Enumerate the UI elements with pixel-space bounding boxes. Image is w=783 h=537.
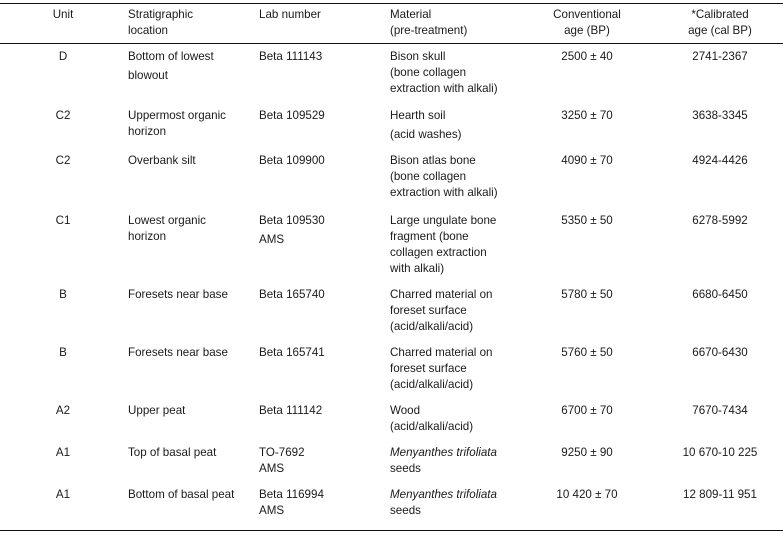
material-line: fragment (bone — [390, 230, 469, 243]
unit-cell: B — [59, 288, 67, 301]
conventional-age: 6700 ± 70 — [561, 404, 613, 417]
material-line: Bison atlas bone — [390, 154, 476, 167]
material-line: Wood — [390, 404, 421, 417]
conventional-age: 5350 ± 50 — [561, 214, 613, 227]
material-line: foreset surface — [390, 362, 467, 375]
bottom-rule — [0, 530, 783, 531]
unit-cell: C2 — [55, 109, 71, 122]
material-line: Large ungulate bone — [390, 214, 497, 227]
lab-line: Beta 109530 — [259, 214, 325, 227]
header-strat-2: location — [128, 24, 168, 37]
calibrated-age: 12 809-11 951 — [683, 488, 757, 501]
calibrated-age: 6278-5992 — [692, 214, 748, 227]
lab-line: Beta 111142 — [259, 404, 323, 417]
material-line: (acid/alkali/acid) — [390, 320, 474, 333]
calibrated-age: 6670-6430 — [692, 346, 748, 359]
unit-cell: A1 — [55, 488, 71, 501]
material-line: Menyanthes trifoliata — [390, 488, 497, 501]
calibrated-age: 7670-7434 — [692, 404, 748, 417]
material-line: foreset surface — [390, 304, 467, 317]
lab-line: Beta 111143 — [259, 50, 323, 63]
calibrated-age: 6680-6450 — [692, 288, 748, 301]
conventional-age: 9250 ± 90 — [561, 446, 613, 459]
unit-cell: A1 — [55, 446, 71, 459]
header-material-2: (pre-treatment) — [390, 24, 468, 37]
conventional-age: 3250 ± 70 — [561, 109, 613, 122]
unit-cell: D — [58, 50, 68, 63]
lab-line: Beta 109900 — [259, 154, 325, 167]
lab-line: AMS — [259, 462, 285, 475]
header-unit: Unit — [52, 8, 74, 21]
material-line: (acid/alkali/acid) — [390, 420, 474, 433]
material-line: seeds — [390, 462, 421, 475]
header-conv-2: age (BP) — [564, 24, 610, 37]
location-line: Uppermost organic — [128, 109, 226, 122]
calibrated-age: 10 670-10 225 — [682, 446, 758, 459]
material-line: Hearth soil — [390, 109, 446, 122]
location-line: Bottom of lowest — [128, 50, 214, 63]
material-line: Menyanthes trifoliata — [390, 446, 497, 459]
conventional-age: 5780 ± 50 — [561, 288, 613, 301]
material-line: extraction with alkali) — [390, 186, 498, 199]
lab-line: Beta 165741 — [259, 346, 325, 359]
location-line: blowout — [128, 69, 168, 82]
header-material-1: Material — [390, 8, 432, 21]
header-conv-1: Conventional — [553, 8, 621, 21]
material-line: seeds — [390, 504, 421, 517]
unit-cell: C1 — [55, 214, 71, 227]
material-line: collagen extraction — [390, 246, 487, 259]
conventional-age: 5760 ± 50 — [561, 346, 613, 359]
calibrated-age: 2741-2367 — [692, 50, 748, 63]
unit-cell: A2 — [55, 404, 71, 417]
material-line: (bone collagen — [390, 170, 467, 183]
material-line: (bone collagen — [390, 66, 467, 79]
header-cal-1: *Calibrated — [691, 8, 749, 21]
material-line: (acid/alkali/acid) — [390, 378, 474, 391]
conventional-age: 2500 ± 40 — [561, 50, 613, 63]
location-line: horizon — [128, 230, 167, 243]
lab-line: Beta 116994 — [259, 488, 324, 501]
material-line: with alkali) — [390, 262, 445, 275]
top-rule — [0, 3, 783, 4]
unit-cell: C2 — [55, 154, 71, 167]
material-line: Charred material on — [390, 346, 493, 359]
lab-line: TO-7692 — [259, 446, 305, 459]
calibrated-age: 3638-3345 — [692, 109, 748, 122]
material-line: (acid washes) — [390, 128, 462, 141]
calibrated-age: 4924-4426 — [692, 154, 748, 167]
location-line: Overbank silt — [128, 154, 196, 167]
lab-line: AMS — [259, 233, 285, 246]
material-line: extraction with alkali) — [390, 82, 498, 95]
header-lab: Lab number — [259, 8, 321, 21]
header-cal-2: age (cal BP) — [688, 24, 752, 37]
unit-cell: B — [59, 346, 67, 359]
lab-line: AMS — [259, 504, 285, 517]
location-line: Foresets near base — [128, 288, 228, 301]
location-line: horizon — [128, 125, 167, 138]
location-line: Upper peat — [128, 404, 186, 417]
lab-line: Beta 109529 — [259, 109, 325, 122]
location-line: Top of basal peat — [128, 446, 217, 459]
material-line: Charred material on — [390, 288, 493, 301]
material-line: Bison skull — [390, 50, 446, 63]
conventional-age: 10 420 ± 70 — [556, 488, 618, 501]
header-rule — [0, 43, 783, 44]
location-line: Lowest organic — [128, 214, 206, 227]
header-strat-1: Stratigraphic — [128, 8, 194, 21]
location-line: Bottom of basal peat — [128, 488, 235, 501]
location-line: Foresets near base — [128, 346, 228, 359]
conventional-age: 4090 ± 70 — [561, 154, 613, 167]
lab-line: Beta 165740 — [259, 288, 325, 301]
